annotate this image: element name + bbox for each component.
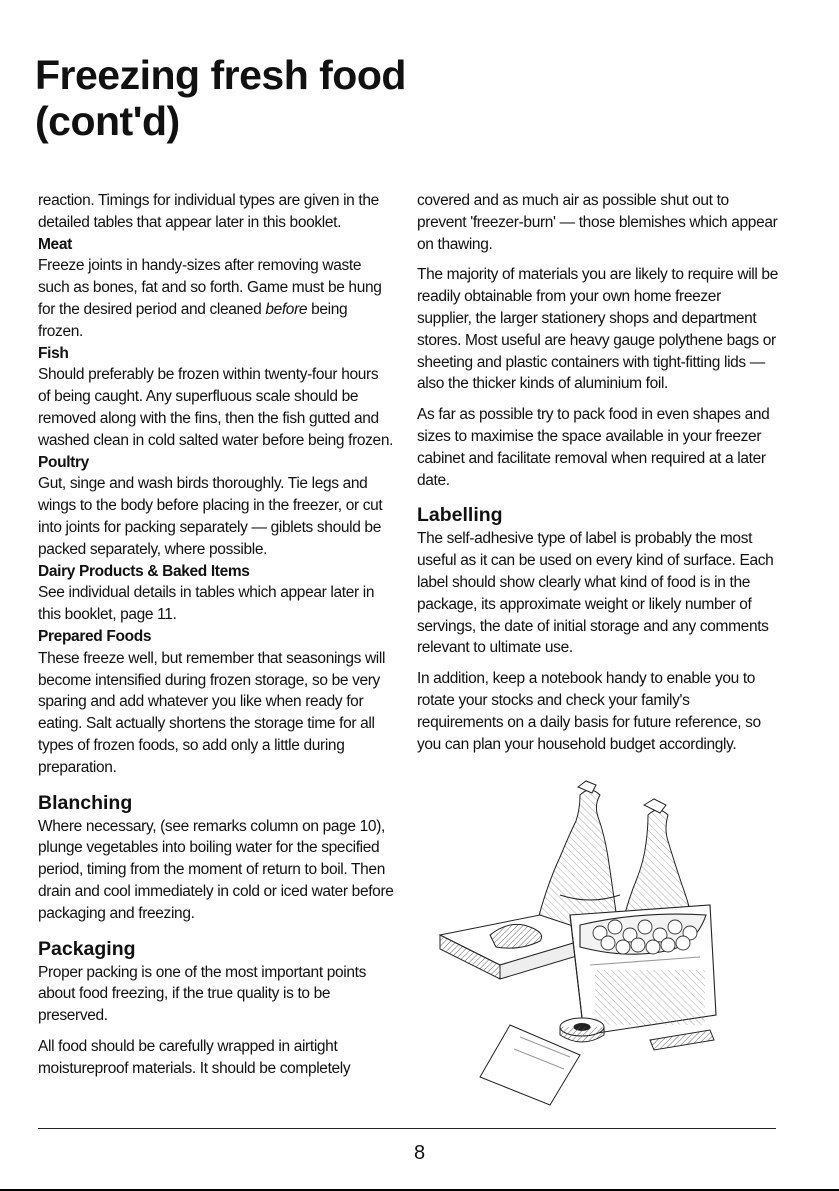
meat-text-emphasis: before [265,300,308,318]
blanching-paragraph: Where necessary, (see remarks column on page 10), plunge vegetables into boiling water for the specified period, timing from the moment of return to boil. Then drain and cool immediately in cold or iced water before packaging and freezing. [38,817,394,922]
labelling-paragraph-2: In addition, keep a notebook handy to enable you to rotate your stocks and check your family's requirements on a daily basis for future reference, so you can plan your household budget accordingly. [417,670,761,753]
dairy-heading: Dairy Products & Baked Items [38,562,250,580]
meat-paragraph [38,255,394,342]
footer-rule [38,1128,776,1129]
intro-paragraph: reaction. Timings for individual types are given in the detailed tables that appear later in this booklet. [38,192,379,231]
blanching-heading: Blanching [38,791,133,814]
meat-text-1: Freeze joints in handy-sizes after removing waste such as bones, fat and so forth. Game must be hung for the desired period and cleaned [38,257,382,318]
labelling-heading: Labelling [417,504,503,527]
meat-heading: Meat [38,235,72,253]
freezer-packaging-illustration [430,775,730,1115]
polythene-bag-left [536,781,620,932]
labelling-paragraph-1: The self-adhesive type of label is probably the most useful as it can be used on every kind of surface. Each label should show clearly what kind of food is in the package, its approximate weight or likely number of servings, the date of initial storage and any comments relevant to ultimate use. [417,530,774,657]
title-line-1: Freezing fresh food [35,52,406,98]
prepared-foods-heading: Prepared Foods [38,627,152,645]
packaging-paragraph-2: All food should be carefully wrapped in airtight moistureproof materials. It should be completely [38,1037,351,1077]
left-column [38,190,394,1079]
title-line-2: (cont'd) [35,98,180,144]
right-column [417,190,779,755]
packaging-paragraph-3: covered and as much air as possible shut out to prevent 'freezer-burn' — those blemishes which appear on thawing. [417,192,778,253]
fish-heading: Fish [38,344,69,362]
packaging-materials-paragraph: The majority of materials you are likely to require will be readily obtainable from your own home freezer supplier, the larger stationery shops and department stores. Most useful are heavy gauge polythene bags or sheeting and plastic containers with tight-fitting lids — also the thicker kinds of aluminium foil. [417,266,778,393]
dairy-paragraph: See individual details in tables which appear later in this booklet, page 11. [38,584,375,624]
poultry-heading: Poultry [38,453,89,471]
packaging-heading: Packaging [38,937,136,960]
plastic-container [570,905,716,1035]
page-title [35,52,555,144]
packaging-shapes-paragraph: As far as possible try to pack food in even shapes and sizes to maximise the space available in your freezer cabinet and facilitate removal when required at a later date. [417,406,770,489]
packaging-icon [430,775,730,1115]
packaging-paragraph-1: Proper packing is one of the most important points about food freezing, if the true quality is to be preserved. [38,963,366,1025]
tape-roll [560,1018,604,1042]
meat-text-2: being frozen. [38,300,348,340]
prepared-foods-paragraph: These freeze well, but remember that seasonings will become intensified during frozen storage, so be very sparing and add whatever you like when ready for eating. Salt actually shortens the storage time for all types of frozen foods, so add only a little during preparation. [38,649,386,776]
page-number: 8 [413,1142,426,1164]
poultry-paragraph: Gut, singe and wash birds thoroughly. Tie legs and wings to the body before placing in the freezer, or cut into joints for packing separately — giblets should be packed separately, where possible. [38,475,383,558]
fish-paragraph: Should preferably be frozen within twenty-four hours of being caught. Any superfluous scale should be removed along with the fins, then the fish gutted and washed clean in cold salted water before being frozen. [38,366,394,449]
